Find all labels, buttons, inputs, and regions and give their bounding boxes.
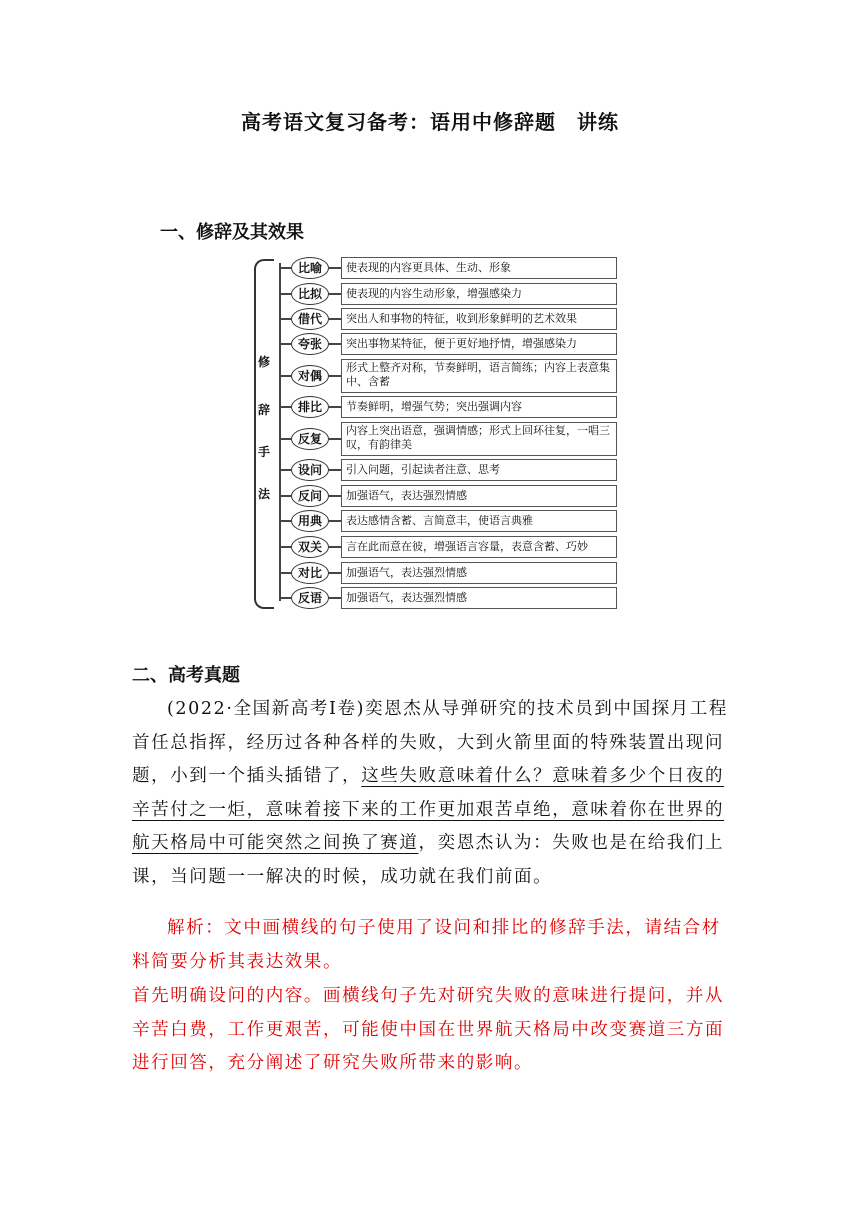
rhetoric-name: 比喻 — [291, 257, 329, 279]
rhetoric-name: 双关 — [291, 536, 329, 558]
diagram-connector — [329, 375, 341, 377]
diagram-connector — [281, 267, 291, 269]
diagram-connector — [329, 597, 341, 599]
rhetoric-effect: 加强语气，表达强烈情感 — [341, 562, 617, 584]
diagram-connector — [281, 520, 291, 522]
diagram-connector — [329, 343, 341, 345]
rhetoric-effect: 使表现的内容生动形象，增强感染力 — [341, 283, 617, 305]
rhetoric-effect: 加强语气，表达强烈情感 — [341, 485, 617, 507]
diagram-connector — [329, 318, 341, 320]
rhetoric-name: 用典 — [291, 510, 329, 532]
diagram-vlabel-1: 修 — [258, 355, 271, 369]
rhetoric-name: 对比 — [291, 562, 329, 584]
rhetoric-name: 对偶 — [291, 365, 329, 387]
diagram-vlabel-3: 手 — [258, 445, 271, 459]
diagram-connector — [281, 406, 291, 408]
page-title: 高考语文复习备考：语用中修辞题 讲练 — [241, 110, 619, 134]
diagram-connector — [281, 318, 291, 320]
diagram-connector — [281, 597, 291, 599]
section2-heading: 二、高考真题 — [132, 665, 240, 686]
diagram-connector — [329, 520, 341, 522]
passage-text-a: (2022·全国新高考Ⅰ卷)奕恩杰从导弹研究的技术员到中国探月工程首任总指挥，经历过各种各样的失败，大到火箭里面的特殊装置出现问题，小到一个插头插错了， — [132, 699, 728, 786]
rhetoric-name: 比拟 — [291, 283, 329, 305]
diagram-connector — [281, 343, 291, 345]
diagram-connector — [329, 293, 341, 295]
diagram-connector — [329, 572, 341, 574]
diagram-connector — [281, 293, 291, 295]
rhetoric-name: 设问 — [291, 459, 329, 481]
diagram-connector — [329, 495, 341, 497]
diagram-vlabel-4: 法 — [258, 487, 271, 501]
diagram-connector — [329, 267, 341, 269]
answer-text: 首先明确设问的内容。画横线句子先对研究失败的意味进行提问，并从辛苦白费，工作更艰苦，可能使中国在世界航天格局中改变赛道三方面进行回答，充分阐述了研究失败所带来的影响。 — [132, 986, 725, 1073]
rhetoric-effect: 引入问题，引起读者注意、思考 — [341, 459, 617, 481]
diagram-bracket — [254, 259, 274, 609]
passage-underlined: 这些失败意味着什么？意味着多少个日夜的辛苦付之一炬，意味着接下来的工作更加艰苦卓绝，意味着你在世界的航天格局中可能突然之间换了赛道 — [132, 766, 725, 853]
diagram-connector — [329, 546, 341, 548]
diagram-connector — [281, 572, 291, 574]
rhetoric-name: 反问 — [291, 485, 329, 507]
rhetoric-name: 夸张 — [291, 333, 329, 355]
diagram-connector — [281, 438, 291, 440]
rhetoric-effect: 节奏鲜明，增强气势；突出强调内容 — [341, 396, 617, 418]
diagram-connector — [329, 406, 341, 408]
diagram-spine — [279, 263, 281, 601]
diagram-connector — [329, 469, 341, 471]
diagram-connector — [281, 469, 291, 471]
rhetoric-effect: 突出人和事物的特征，收到形象鲜明的艺术效果 — [341, 308, 617, 330]
rhetoric-effect: 形式上整齐对称，节奏鲜明，语言简练；内容上表意集中、含蓄 — [341, 359, 617, 393]
rhetoric-effect: 加强语气，表达强烈情感 — [341, 587, 617, 609]
rhetoric-effect: 言在此而意在彼，增强语言容量，表意含蓄、巧妙 — [341, 536, 617, 558]
exam-passage — [132, 693, 732, 894]
rhetoric-name: 排比 — [291, 396, 329, 418]
rhetoric-effect: 突出事物某特征，便于更好地抒情，增强感染力 — [341, 333, 617, 355]
rhetoric-effect: 使表现的内容更具体、生动、形象 — [341, 257, 617, 279]
rhetoric-diagram — [248, 253, 620, 611]
diagram-connector — [329, 438, 341, 440]
diagram-vlabel-2: 辞 — [258, 403, 271, 417]
rhetoric-name: 借代 — [291, 308, 329, 330]
section1-heading: 一、修辞及其效果 — [160, 222, 304, 243]
passage-text-b: ，奕恩杰认为：失败也是在给我们上课，当问题一一解决的时候，成功就在我们前面。 — [132, 833, 725, 887]
diagram-connector — [281, 375, 291, 377]
diagram-connector — [281, 546, 291, 548]
analysis-prompt: 解析：文中画横线的句子使用了设问和排比的修辞手法，请结合材料简要分析其表达效果。 — [132, 918, 721, 972]
diagram-connector — [281, 495, 291, 497]
rhetoric-effect: 内容上突出语意，强调情感；形式上回环往复，一唱三叹，有韵律美 — [341, 422, 617, 456]
rhetoric-effect: 表达感情含蓄、言简意丰，使语言典雅 — [341, 510, 617, 532]
rhetoric-name: 反语 — [291, 587, 329, 609]
rhetoric-name: 反复 — [291, 428, 329, 450]
